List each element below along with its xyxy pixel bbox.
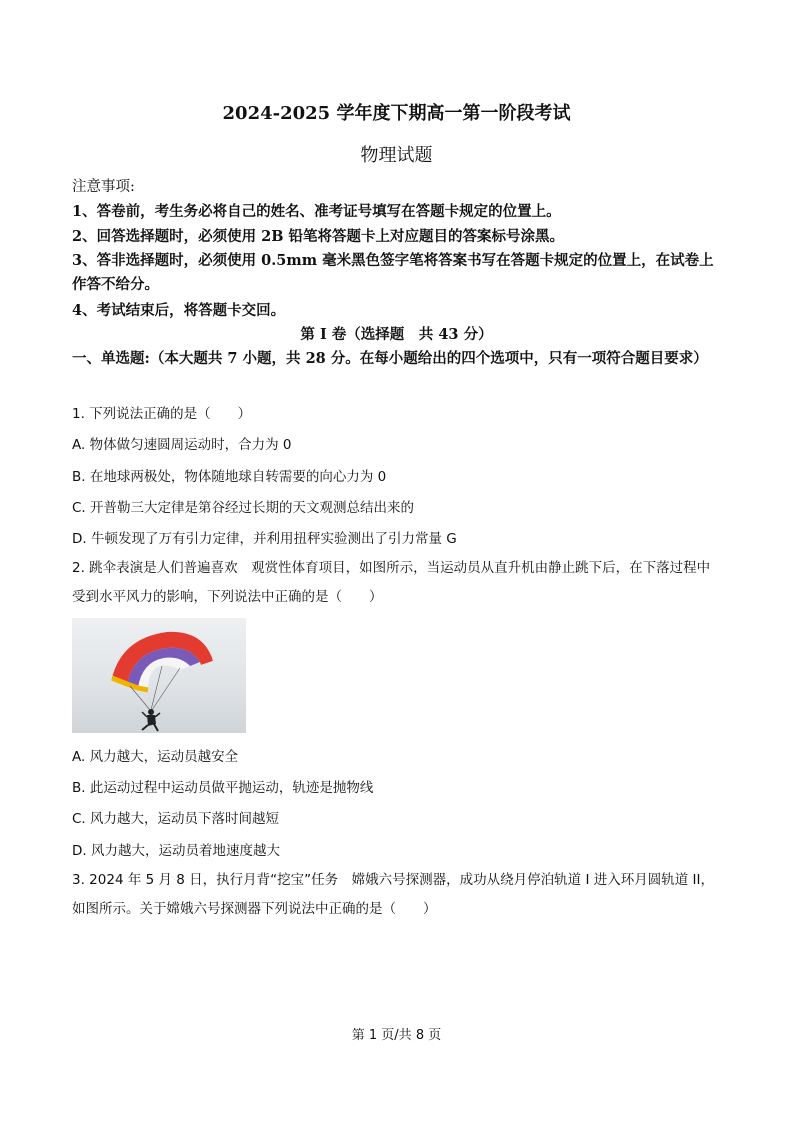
notice-item: 2、回答选择题时，必须使用 2B 铅笔将答题卡上对应题目的答案标号涂黑。 xyxy=(72,228,565,245)
notice-heading: 注意事项: xyxy=(72,179,135,195)
notice-item: 1、答卷前，考生务必将自己的姓名、准考证号填写在答题卡规定的位置上。 xyxy=(72,203,561,220)
question-option: A. 物体做匀速圆周运动时，合力为 0 xyxy=(72,437,292,453)
question-option: B. 此运动过程中运动员做平抛运动，轨迹是抛物线 xyxy=(72,780,374,796)
question-option: D. 牛顿发现了万有引力定律，并利用扭秤实验测出了引力常量 G xyxy=(72,531,457,547)
part-heading: 一、单选题:（本大题共 7 小题，共 28 分。在每小题给出的四个选项中，只有一项符合题目要求） xyxy=(72,350,708,367)
question-stem: 1. 下列说法正确的是（ ） xyxy=(72,406,252,422)
page-number: 第 1 页/共 8 页 xyxy=(351,1028,442,1043)
exam-title: 2024-2025 学年度下期高一第一阶段考试 xyxy=(222,103,571,124)
question-option: D. 风力越大，运动员着地速度越大 xyxy=(72,843,280,859)
notice-item: 3、答非选择题时，必须使用 0.5mm 毫米黑色签字笔将答案书写在答题卡规定的位置上，在试卷上作答不给分。 xyxy=(72,252,714,293)
exam-subtitle: 物理试题 xyxy=(360,145,433,166)
question-option: A. 风力越大，运动员越安全 xyxy=(72,749,239,765)
parachute-photo xyxy=(72,618,246,733)
question-stem: 2. 跳伞表演是人们普遍喜欢 观赏性体育项目，如图所示，当运动员从直升机由静止跳下后，在下落过程中受到水平风力的影响，下列说法中正确的是（ ） xyxy=(72,560,711,605)
parachute-illustration xyxy=(72,618,246,733)
question-option: C. 风力越大，运动员下落时间越短 xyxy=(72,811,280,827)
question-option: C. 开普勒三大定律是第谷经过长期的天文观测总结出来的 xyxy=(72,500,415,516)
question-option: B. 在地球两极处，物体随地球自转需要的向心力为 0 xyxy=(72,469,387,485)
section-title: 第 I 卷（选择题 共 43 分） xyxy=(300,326,493,343)
notice-item: 4、考试结束后，将答题卡交回。 xyxy=(72,302,286,319)
question-stem: 3. 2024 年 5 月 8 日，执行月背“挖宝”任务 嫦娥六号探测器，成功从绕月停泊轨道 I 进入环月圆轨道 II，如图所示。关于嫦娥六号探测器下列说法中正确的是（ ） xyxy=(72,872,714,917)
